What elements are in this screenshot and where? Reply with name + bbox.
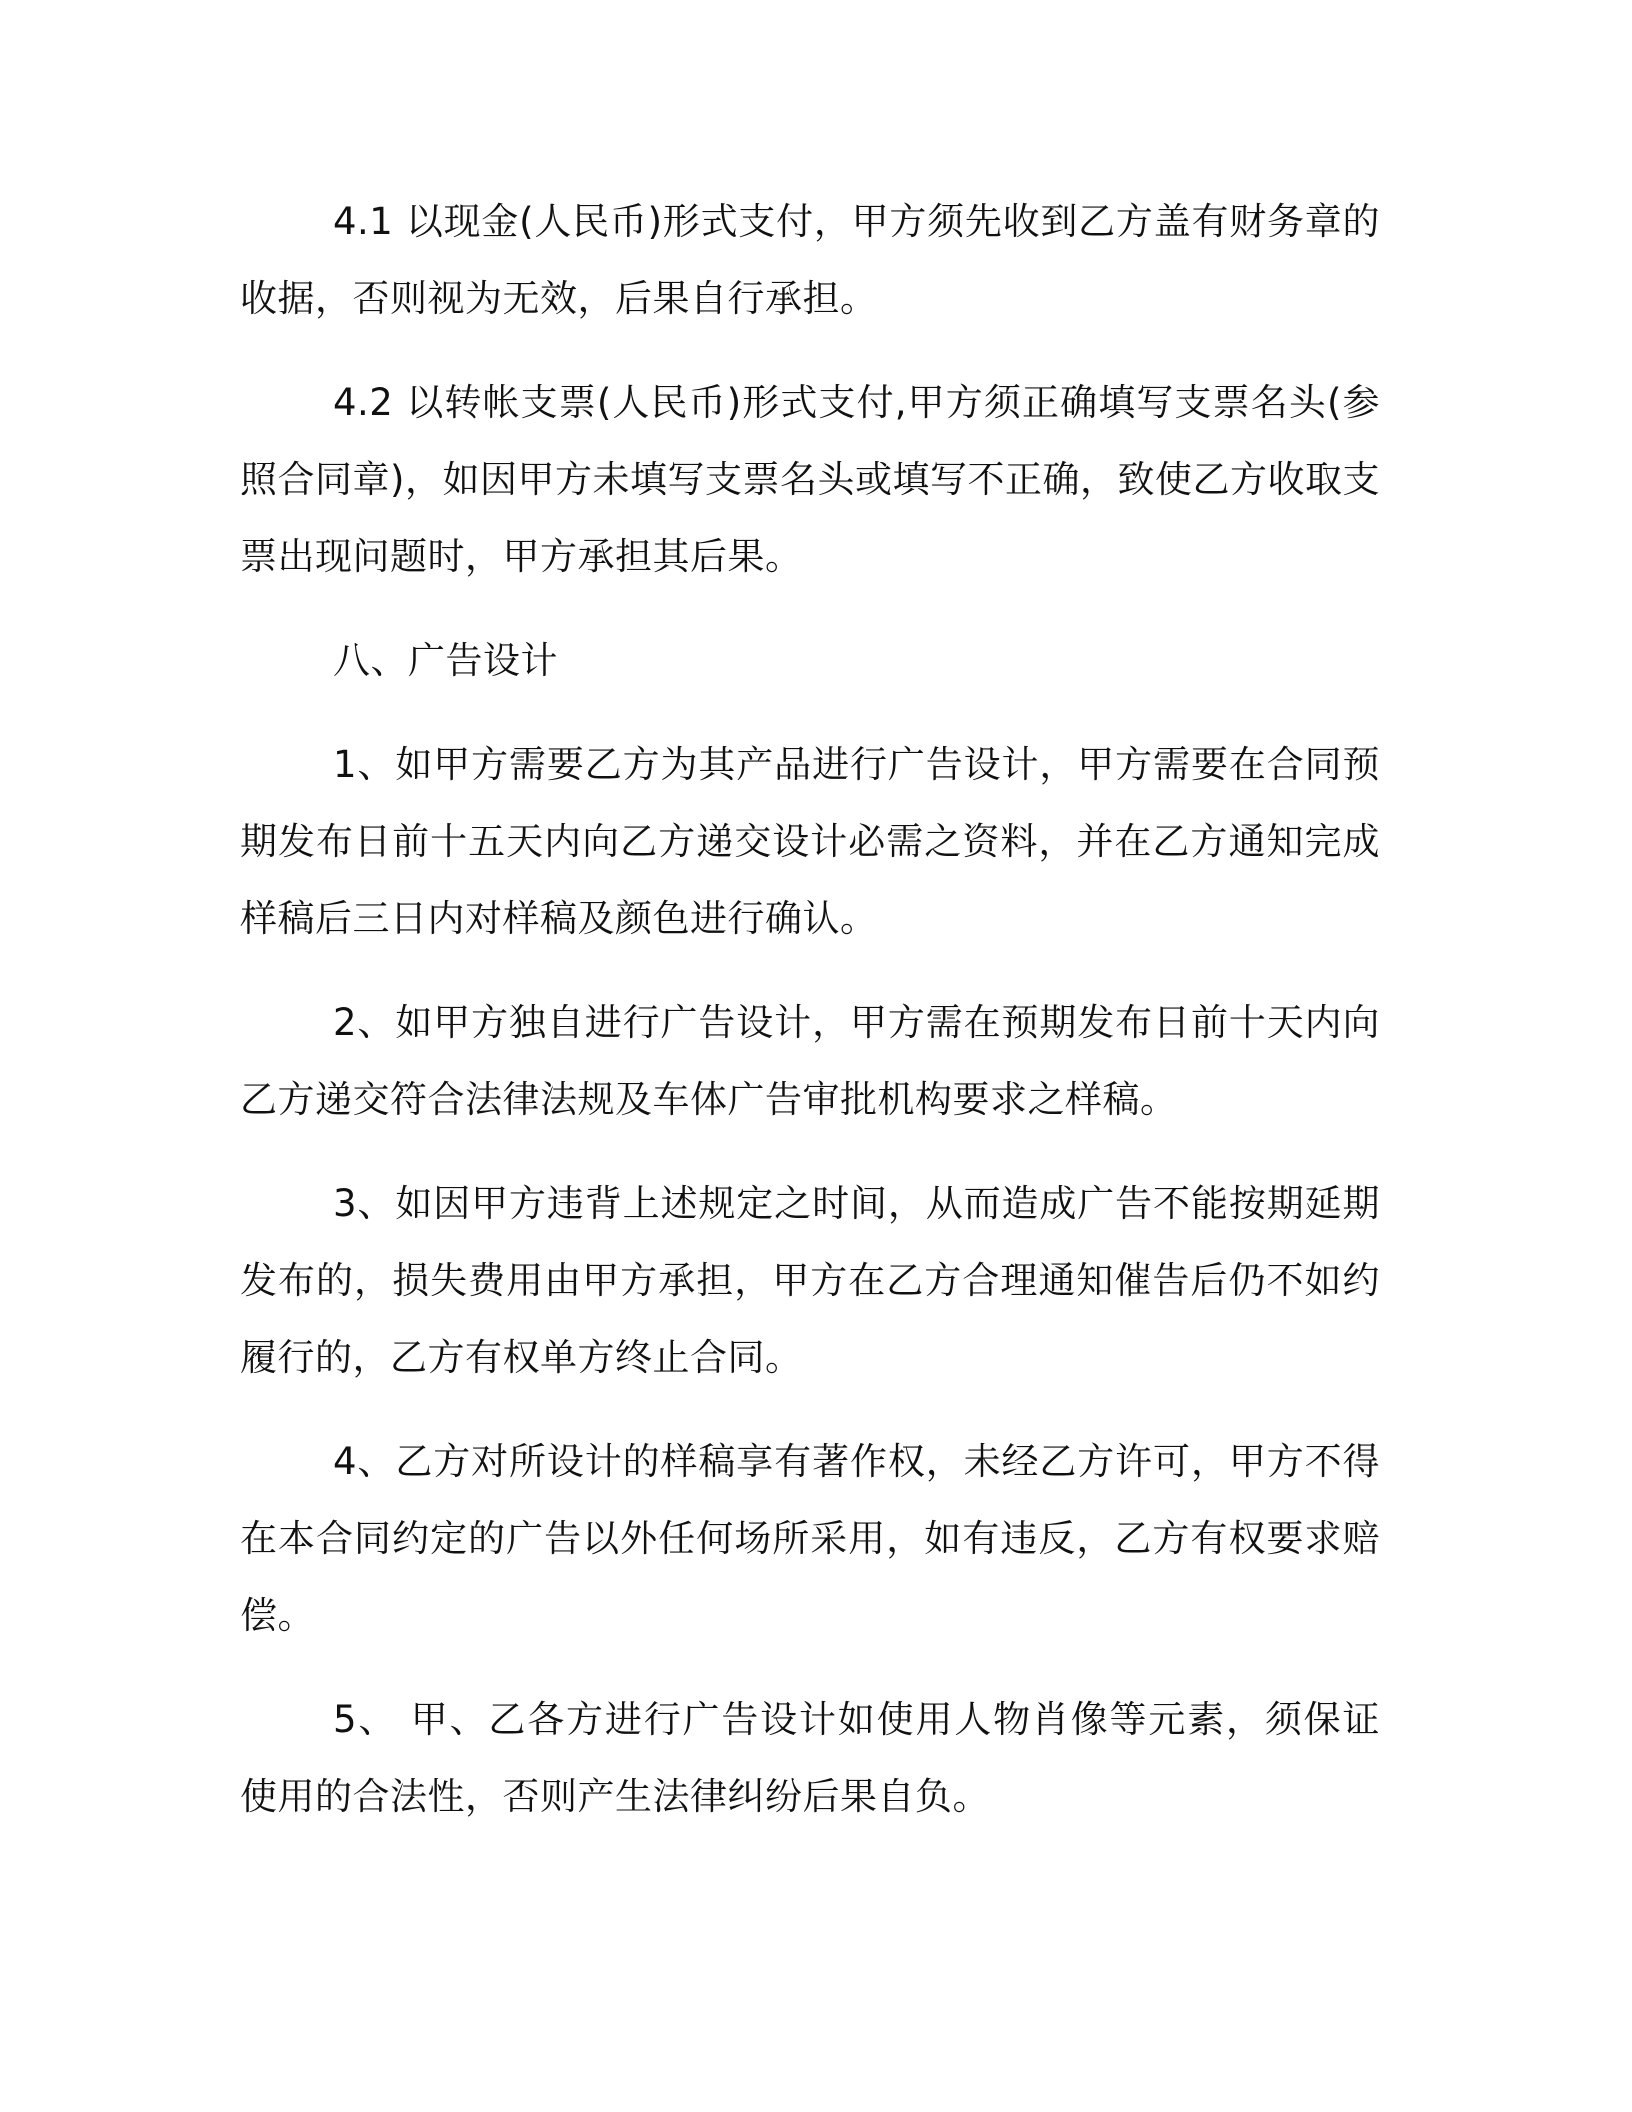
document-body bbox=[240, 183, 1380, 1835]
clause-4-2-check-payment: 4.2 以转帐支票(人民币)形式支付,甲方须正确填写支票名头(参照合同章)，如因甲方未填写支票名头或填写不正确，致使乙方收取支票出现问题时，甲方承担其后果。 bbox=[240, 381, 1380, 578]
clause-5-portrait-legality: 5、 甲、乙各方进行广告设计如使用人物肖像等元素，须保证使用的合法性，否则产生法律纠纷后果自负。 bbox=[240, 1698, 1380, 1818]
section-heading-ad-design: 八、广告设计 bbox=[333, 639, 558, 682]
clause-2-independent-design: 2、如甲方独自进行广告设计，甲方需在预期发布日前十天内向乙方递交符合法律法规及车体广告审批机构要求之样稿。 bbox=[240, 1001, 1380, 1121]
clause-3-delay-liability: 3、如因甲方违背上述规定之时间，从而造成广告不能按期延期发布的，损失费用由甲方承担，甲方在乙方合理通知催告后仍不如约履行的，乙方有权单方终止合同。 bbox=[240, 1182, 1380, 1379]
clause-4-copyright: 4、乙方对所设计的样稿享有著作权，未经乙方许可，甲方不得在本合同约定的广告以外任何场所采用，如有违反，乙方有权要求赔偿。 bbox=[240, 1440, 1380, 1637]
clause-1-design-materials: 1、如甲方需要乙方为其产品进行广告设计，甲方需要在合同预期发布日前十五天内向乙方递交设计必需之资料，并在乙方通知完成样稿后三日内对样稿及颜色进行确认。 bbox=[240, 743, 1380, 940]
clause-4-1-cash-payment: 4.1 以现金(人民币)形式支付，甲方须先收到乙方盖有财务章的收据，否则视为无效，后果自行承担。 bbox=[240, 200, 1380, 320]
